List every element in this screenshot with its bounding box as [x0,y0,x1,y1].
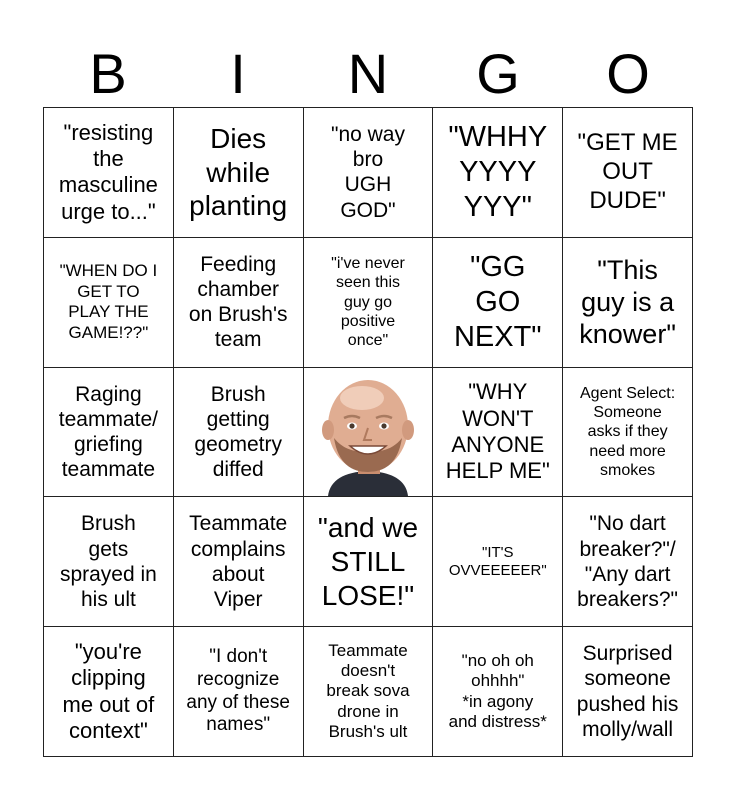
bingo-cell-1[interactable]: "resisting the masculine urge to..." [44,108,174,238]
bingo-cell-3[interactable]: "no way bro UGH GOD" [304,108,434,238]
bingo-cell-14[interactable]: "WHY WON'T ANYONE HELP ME" [433,368,563,498]
bingo-cell-25[interactable]: Surprised someone pushed his molly/wall [563,627,693,757]
header-letter-b: B [89,42,127,105]
bingo-cell-24[interactable]: "no oh oh ohhhh" *in agony and distress* [433,627,563,757]
header-letter-i: I [230,42,246,105]
header-letter-o: O [606,42,650,105]
bingo-cell-18[interactable]: "and we STILL LOSE!" [304,497,434,627]
bingo-cell-16[interactable]: Brush gets sprayed in his ult [44,497,174,627]
bingo-cell-15[interactable]: Agent Select: Someone asks if they need more smokes [563,368,693,498]
smiling-bald-man-portrait-icon [304,368,432,496]
bingo-header [43,40,693,108]
bingo-cell-6[interactable]: "WHEN DO I GET TO PLAY THE GAME!??" [44,238,174,368]
bingo-cell-9[interactable]: "GG GO NEXT" [433,238,563,368]
bingo-cell-12[interactable]: Brush getting geometry diffed [174,368,304,498]
bingo-cell-7[interactable]: Feeding chamber on Brush's team [174,238,304,368]
bingo-cell-11[interactable]: Raging teammate/ griefing teammate [44,368,174,498]
header-letter-n: N [347,42,389,105]
bingo-cell-21[interactable]: "you're clipping me out of context" [44,627,174,757]
bingo-cell-17[interactable]: Teammate complains about Viper [174,497,304,627]
bingo-cell-8[interactable]: "i've never seen this guy go positive once" [304,238,434,368]
bingo-cell-10[interactable]: "This guy is a knower" [563,238,693,368]
bingo-cell-4[interactable]: "WHHY YYYY YYY" [433,108,563,238]
bingo-grid [43,107,693,757]
bingo-cell-5[interactable]: "GET ME OUT DUDE" [563,108,693,238]
bingo-cell-2[interactable]: Dies while planting [174,108,304,238]
bingo-cell-19[interactable]: "IT'S OVVEEEEER" [433,497,563,627]
free-space[interactable] [304,368,434,498]
bingo-cell-23[interactable]: Teammate doesn't break sova drone in Brush's ult [304,627,434,757]
bingo-cell-22[interactable]: "I don't recognize any of these names" [174,627,304,757]
bingo-cell-20[interactable]: "No dart breaker?"/ "Any dart breakers?" [563,497,693,627]
header-letter-g: G [476,42,520,105]
